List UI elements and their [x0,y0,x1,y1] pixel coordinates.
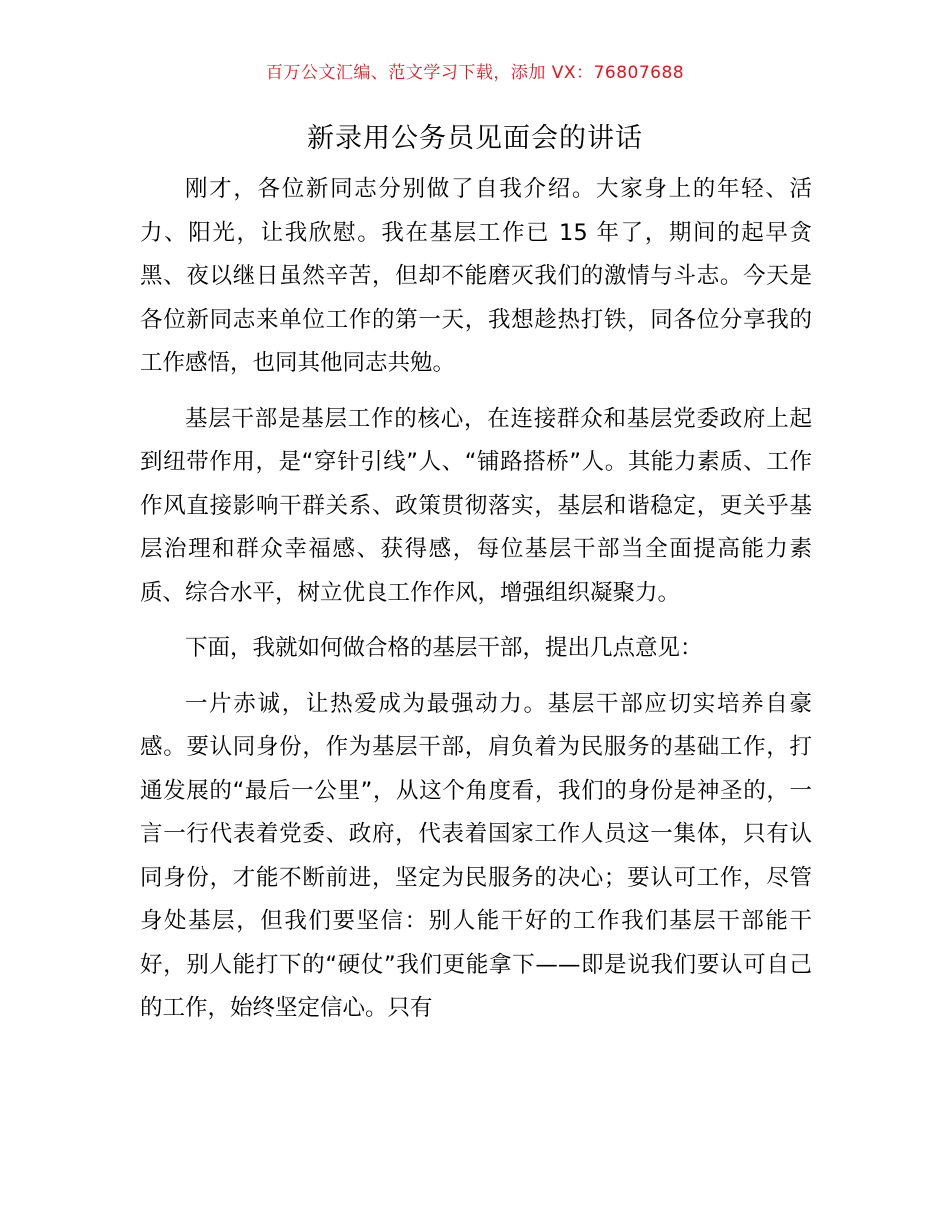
paragraph: 刚才，各位新同志分别做了自我介绍。大家身上的年轻、活力、阳光，让我欣慰。我在基层工作已 15 年了，期间的起早贪黑、夜以继日虽然辛苦，但却不能磨灭我们的激情与斗志。今天是各位新同志来单位工作的第一天，我想趁热打铁，同各位分享我的工作感悟，也同其他同志共勉。 [140,176,812,376]
document-title: 新录用公务员见面会的讲话 [307,123,643,154]
paragraph: 一片赤诚，让热爱成为最强动力。基层干部应切实培养自豪感。要认同身份，作为基层干部，肩负着为民服务的基础工作，打通发展的“最后一公里”，从这个角度看，我们的身份是神圣的，一言一行代表着党委、政府，代表着国家工作人员这一集体，只有认同身份，才能不断前进，坚定为民服务的决心；要认可工作，尽管身处基层，但我们要坚信：别人能干好的工作我们基层干部能干好，别人能打下的“硬仗”我们更能拿下——即是说我们要认可自己的工作，始终坚定信心。只有 [140,690,812,1021]
document-body [140,168,812,1031]
paragraph: 基层干部是基层工作的核心，在连接群众和基层党委政府上起到纽带作用，是“穿针引线”人、“铺路搭桥”人。其能力素质、工作作风直接影响干群关系、政策贯彻落实，基层和谐稳定，更关乎基层治理和群众幸福感、获得感，每位基层干部当全面提高能力素质、综合水平，树立优良工作作风，增强组织凝聚力。 [140,405,812,606]
promo-header: 百万公文汇编、范文学习下载，添加 VX：76807688 [265,63,685,83]
paragraph: 下面，我就如何做合格的基层干部，提出几点意见： [185,635,703,661]
